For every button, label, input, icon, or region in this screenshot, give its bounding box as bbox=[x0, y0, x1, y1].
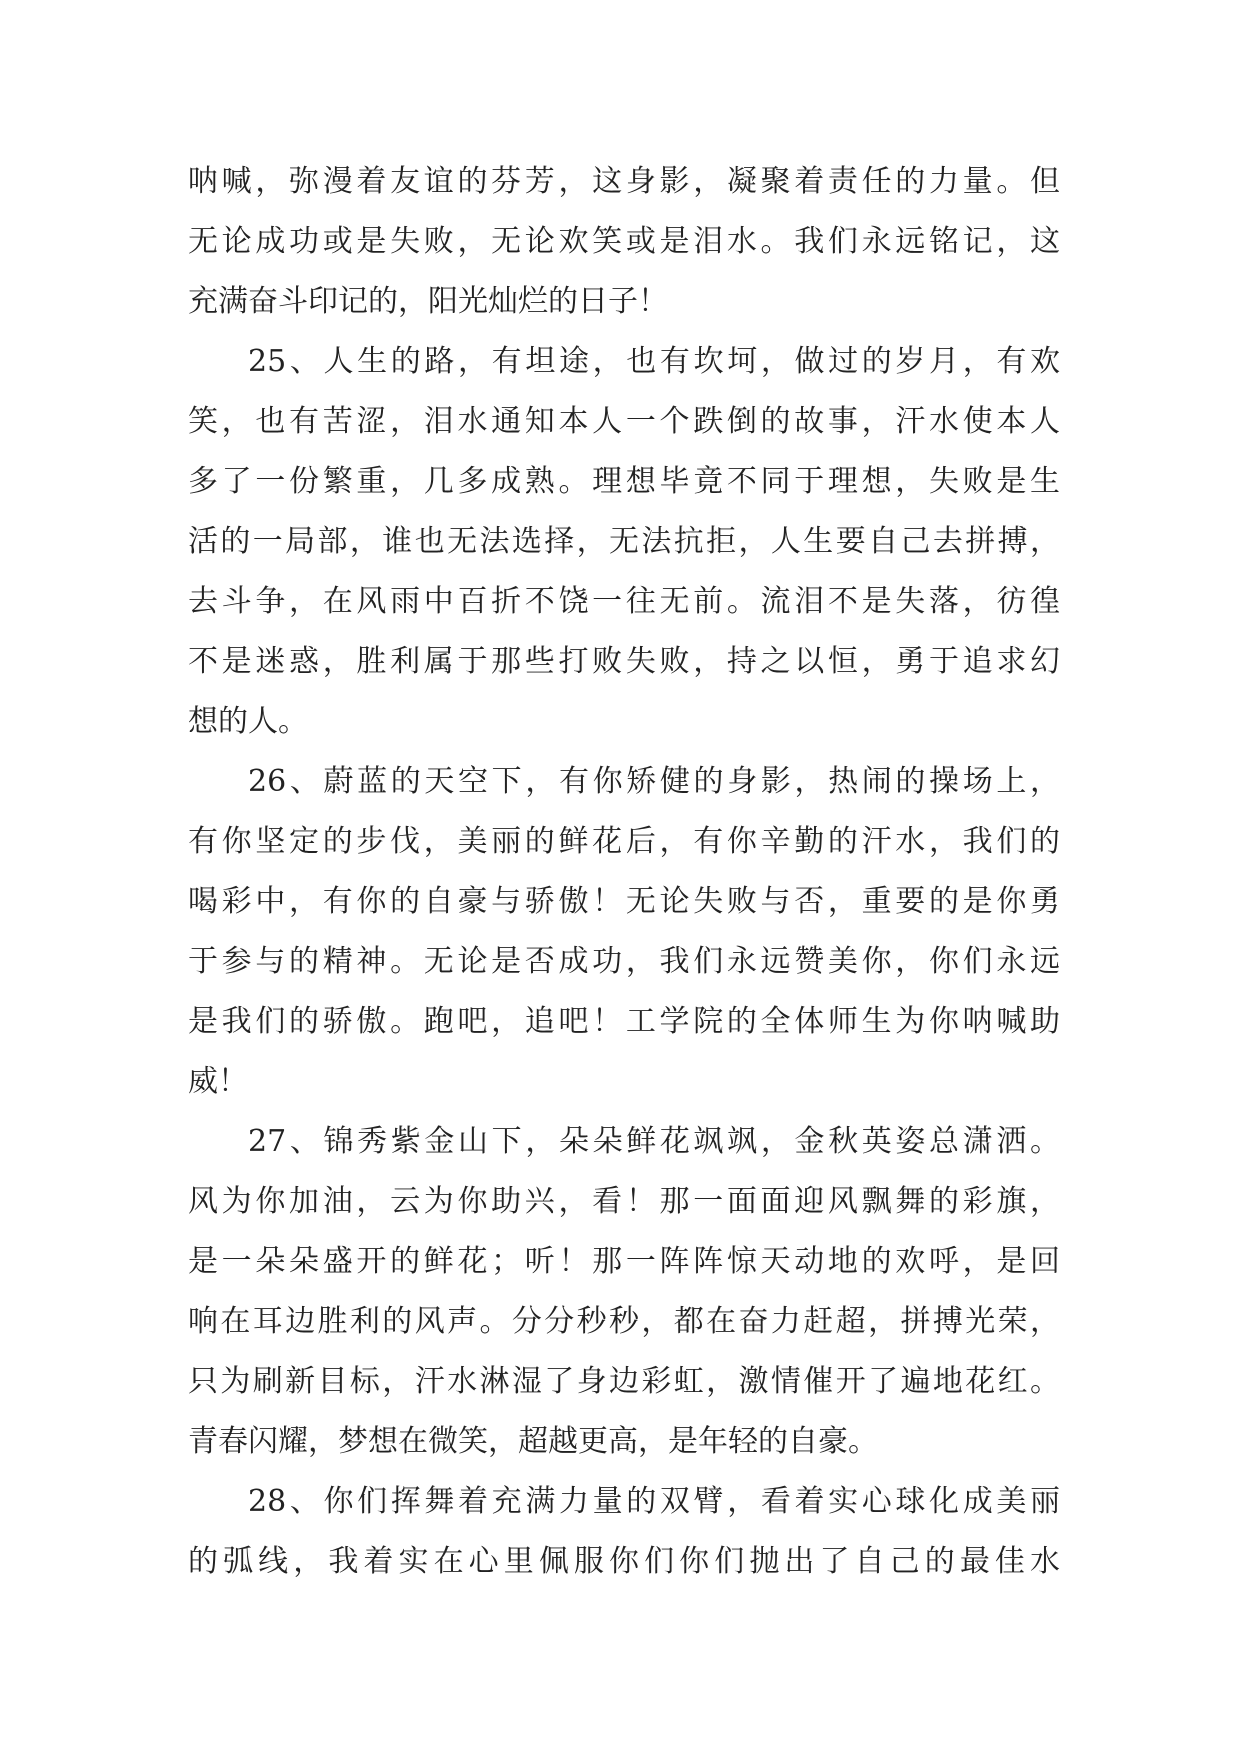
document-body bbox=[188, 152, 1060, 1592]
text-line: 多了一份繁重，几多成熟。理想毕竟不同于理想，失败是生 bbox=[188, 464, 1060, 499]
text-line: 呐喊，弥漫着友谊的芬芳，这身影，凝聚着责任的力量。但 bbox=[188, 164, 1060, 199]
text-line: 充满奋斗印记的，阳光灿烂的日子！ bbox=[188, 284, 668, 319]
paragraph-27 bbox=[188, 1112, 1060, 1472]
text-line: 25、人生的路，有坦途，也有坎坷，做过的岁月，有欢 bbox=[248, 344, 1060, 379]
text-line: 28、你们挥舞着充满力量的双臂，看着实心球化成美丽 bbox=[248, 1484, 1060, 1519]
text-line: 于参与的精神。无论是否成功，我们永远赞美你，你们永远 bbox=[188, 944, 1060, 979]
paragraph-25 bbox=[188, 332, 1060, 752]
text-line: 无论成功或是失败，无论欢笑或是泪水。我们永远铭记，这 bbox=[188, 224, 1060, 259]
text-line: 27、锦秀紫金山下，朵朵鲜花飒飒，金秋英姿总潇洒。 bbox=[248, 1124, 1060, 1159]
text-line: 青春闪耀，梦想在微笑，超越更高，是年轻的自豪。 bbox=[188, 1424, 878, 1459]
text-line: 的弧线，我着实在心里佩服你们你们抛出了自己的最佳水 bbox=[188, 1544, 1060, 1579]
text-line: 活的一局部，谁也无法选择，无法抗拒，人生要自己去拼搏， bbox=[188, 524, 1060, 559]
text-line: 笑，也有苦涩，泪水通知本人一个跌倒的故事，汗水使本人 bbox=[188, 404, 1060, 439]
text-line: 想的人。 bbox=[188, 704, 308, 739]
text-line: 风为你加油，云为你助兴，看！那一面面迎风飘舞的彩旗， bbox=[188, 1184, 1060, 1219]
paragraph-26 bbox=[188, 752, 1060, 1112]
text-line: 只为刷新目标，汗水淋湿了身边彩虹，激情催开了遍地花红。 bbox=[188, 1364, 1060, 1399]
text-line: 去斗争，在风雨中百折不饶一往无前。流泪不是失落，彷徨 bbox=[188, 584, 1060, 619]
text-line: 响在耳边胜利的风声。分分秒秒，都在奋力赶超，拼搏光荣， bbox=[188, 1304, 1060, 1339]
text-line: 喝彩中，有你的自豪与骄傲！无论失败与否，重要的是你勇 bbox=[188, 884, 1060, 919]
text-line: 是我们的骄傲。跑吧，追吧！工学院的全体师生为你呐喊助 bbox=[188, 1004, 1060, 1039]
text-line: 是一朵朵盛开的鲜花；听！那一阵阵惊天动地的欢呼，是回 bbox=[188, 1244, 1060, 1279]
text-line: 有你坚定的步伐，美丽的鲜花后，有你辛勤的汗水，我们的 bbox=[188, 824, 1060, 859]
paragraph-28 bbox=[188, 1472, 1060, 1592]
text-line: 不是迷惑，胜利属于那些打败失败，持之以恒，勇于追求幻 bbox=[188, 644, 1060, 679]
text-line: 威！ bbox=[188, 1064, 248, 1099]
text-line: 26、蔚蓝的天空下，有你矫健的身影，热闹的操场上， bbox=[248, 764, 1060, 799]
paragraph-1 bbox=[188, 152, 1060, 332]
